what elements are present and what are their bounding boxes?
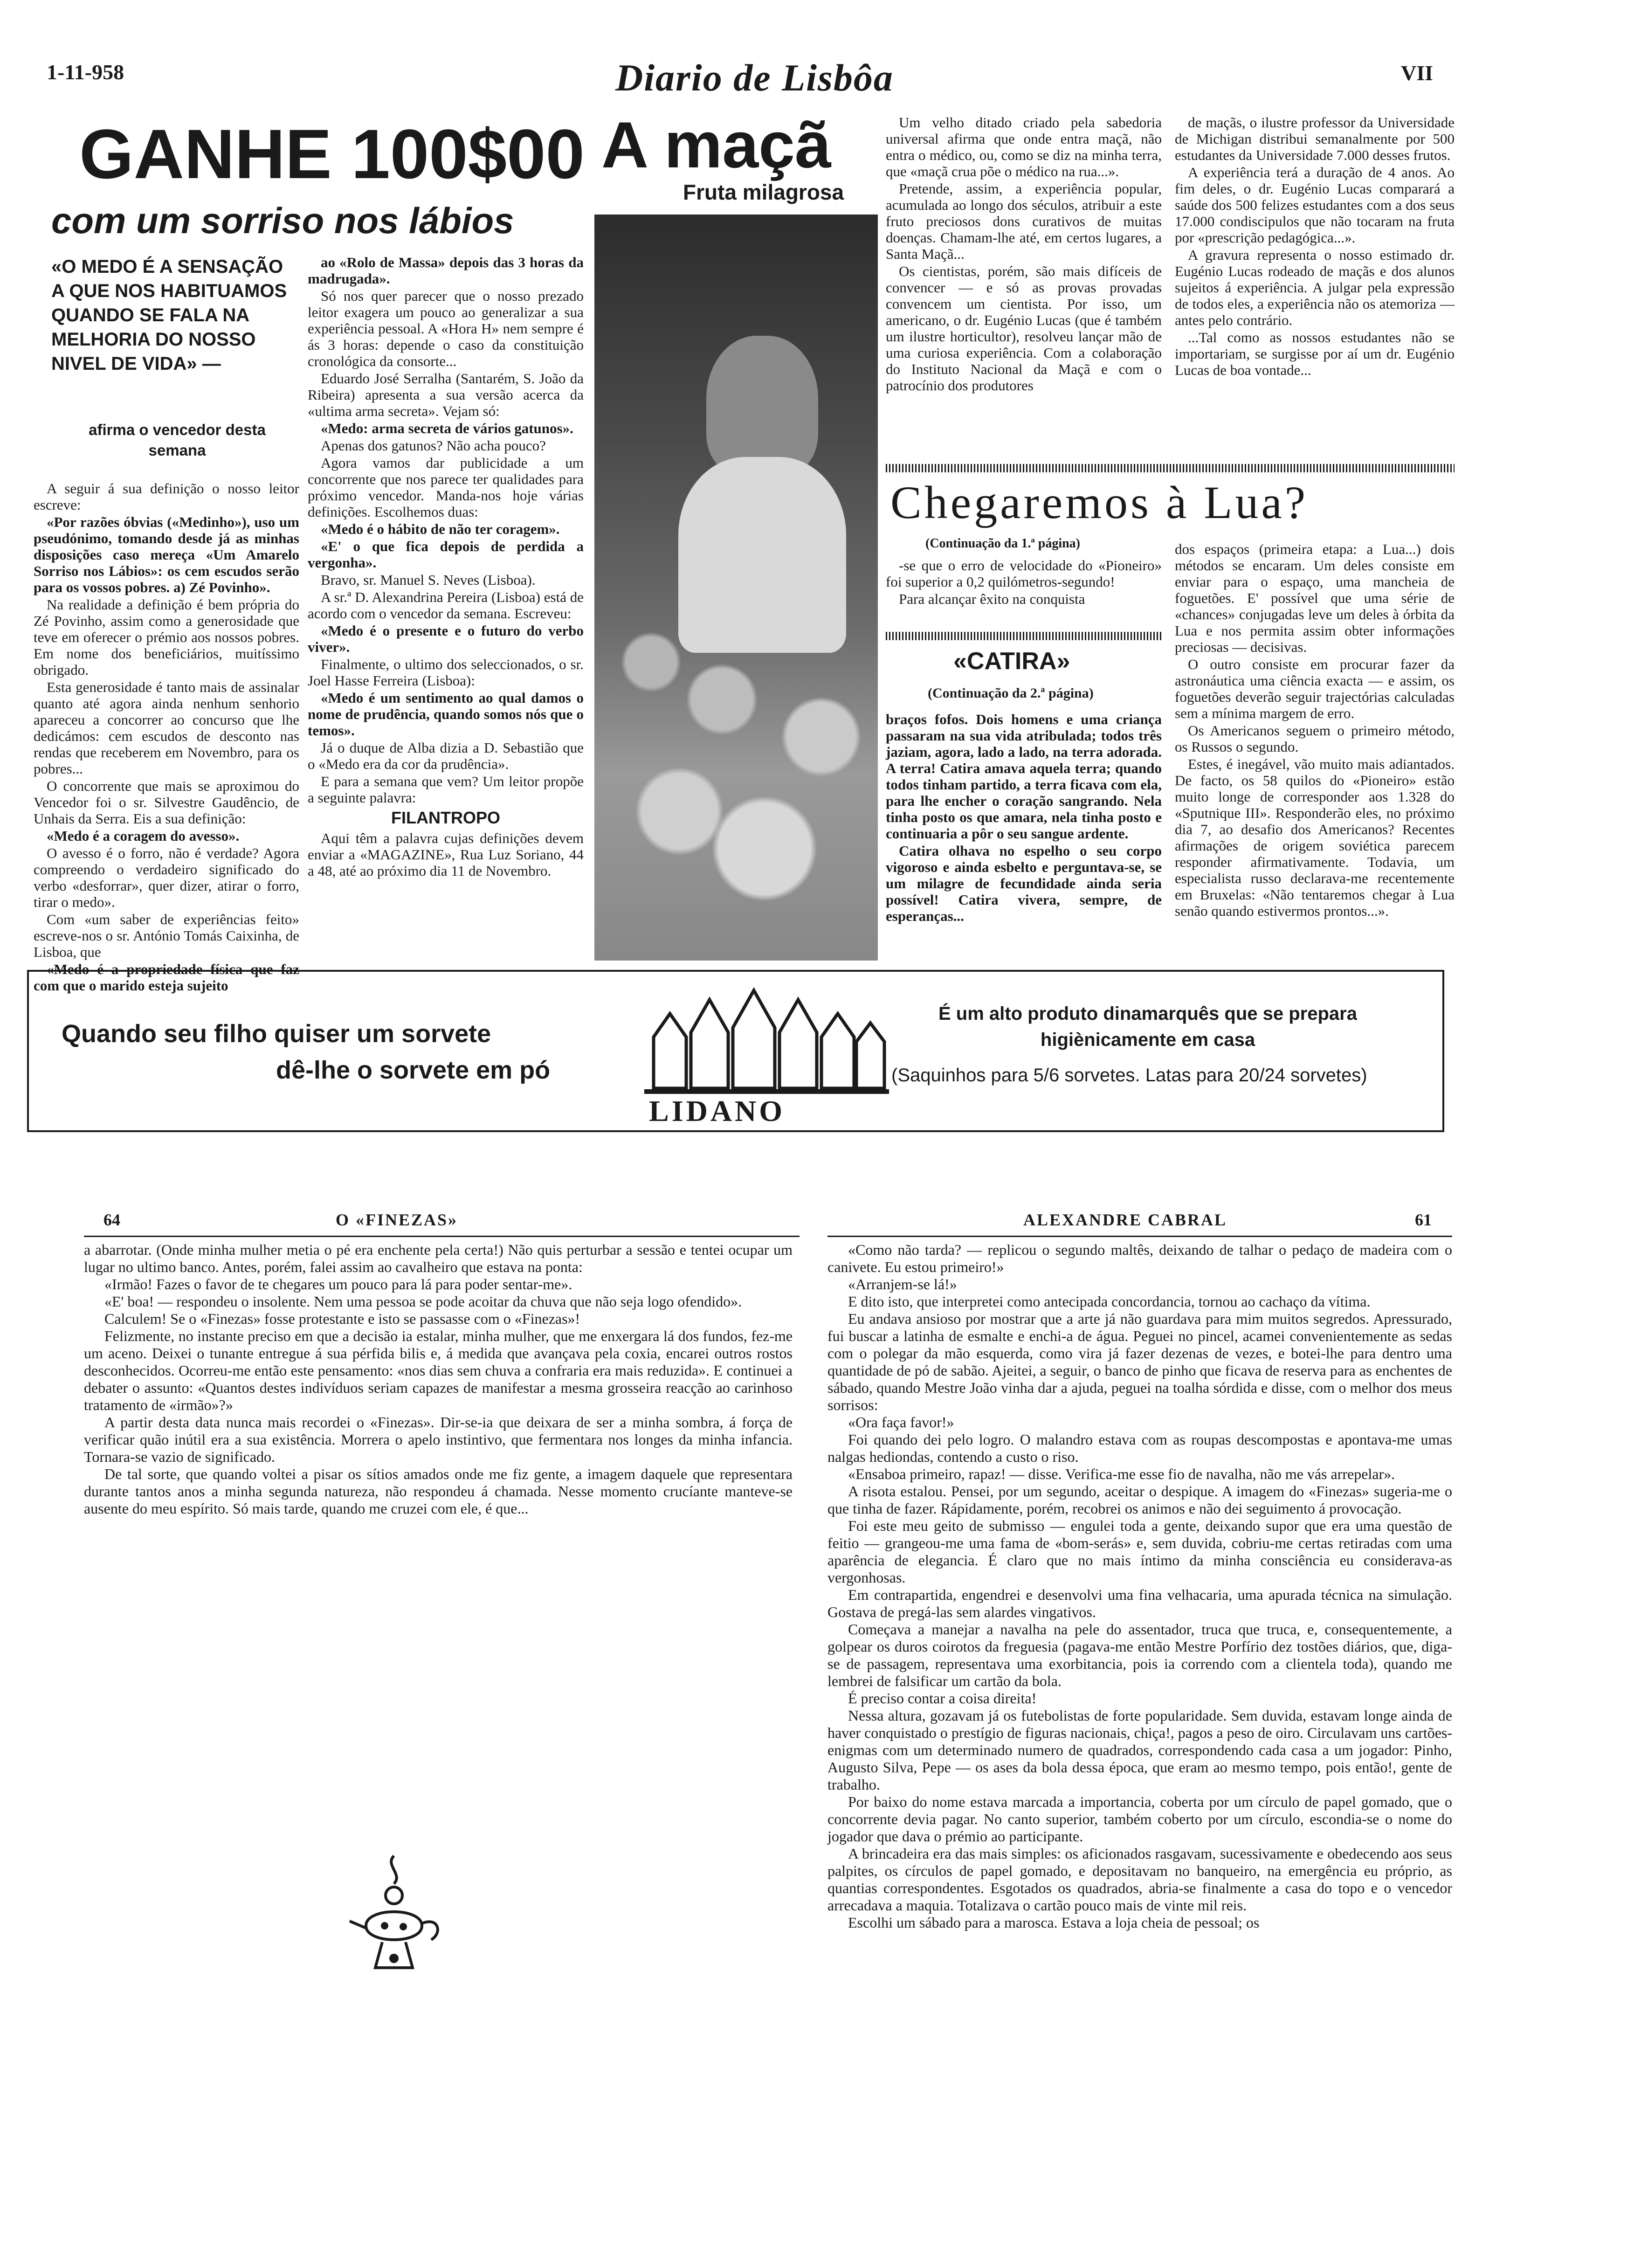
book-left-p5: Felizmente, no instante preciso em que a decisão ia estalar, minha mulher, que me enxergara lá dos fundos, fez-me um aceno. Deixei o tunante entregue á sua pérfida bilis e, á medida que avançava pela coxia, encarei outros rostos desconhecidos. Ocorreu-me então este pensamento: «nos dias sem chuva a confraria era mais reduzida». E continuei a debater o assunto: «Quantos destes indivíduos seriam capazes de manifestar a mesma grosseira reacção ao carinhoso tratamento de «irmão»?» (84, 1328, 793, 1413)
book-right-p13: Nessa altura, gozavam já os futebolistas de forte popularidade. Sem duvida, estavam longe ainda de haver conquistado o prestígio de figuras nacionais, chiça!, pagos a peso de oiro. Circulavam uns cartões-enigmas com um determinado numero de quadrados, correspondendo cada casa a um jogador: Pinho, Augusto Silva, Pepe — os ases da bola dessa época, que eram ao mesmo tempo, pois então!, gente de trabalho. (827, 1707, 1453, 1793)
ganhe-col2-p1: ao «Rolo de Massa» depois das 3 horas da madrugada». (308, 254, 584, 287)
lamp-ornament-icon (338, 1846, 450, 1982)
book-left-p1: a abarrotar. (Onde minha mulher metia o pé era enchente pela certa!) Não quis perturbar a sessão e tentei ocupar um lugar no ultimo banco. Antes, porém, falei assim ao cavalheiro que estava na ponta: (84, 1241, 793, 1275)
book-right-p16: Escolhi um sábado para a marosca. Estava a loja cheia de pessoal; os (848, 1914, 1260, 1931)
ganhe-col2-p13: «Medo é um sentimento ao qual damos o nome de prudência, quando somos nós que o temos». (308, 690, 584, 739)
ad-line-1: Quando seu filho quiser um sorvete (62, 1020, 491, 1048)
maca-subtitle: Fruta milagrosa (683, 180, 844, 204)
ganhe-title: GANHE 100$00 (79, 115, 585, 193)
lidano-ad (27, 970, 1444, 1132)
ganhe-col1-p9: «Medo é a propriedade física que faz com que o marido esteja sujeito (34, 961, 299, 994)
book-left-text (84, 1241, 793, 1675)
book-left-running-title: O «FINEZAS» (336, 1210, 458, 1229)
maca-col1-p1: Um velho ditado criado pela sabedoria universal afirma que onde entra maçã, não entra o médico, ou, como se diz na minha terra, que «maçã crua põe o médico na rua...». (886, 114, 1162, 180)
lua-col1-p2: Para alcançar êxito na conquista (899, 591, 1085, 607)
header-rule (84, 1236, 800, 1237)
maca-col2-p2: A experiência terá a duração de 4 anos. Ao fim deles, o dr. Eugénio Lucas comparará a saúde dos 500 felizes estudantes com a dos seus 17.000 condiscipulos que não tocaram na fruta por «prescrição pedagógica...». (1175, 164, 1455, 246)
masthead: Diario de Lisbôa (615, 56, 894, 99)
ganhe-col2-p11: «Medo é o presente e o futuro do verbo viver». (308, 622, 584, 655)
book-right-page-number: 61 (1415, 1210, 1432, 1229)
book-right-p6: Foi quando dei pelo logro. O malandro estava com as roupas descompostas e apontava-me umas nalgas hediondas, contendo a custo o riso. (827, 1431, 1452, 1465)
book-right-p3: E dito isto, que interpretei como antecipada concordancia, tornou ao cachaço da vítima. (848, 1293, 1371, 1310)
ganhe-col2-p3: Eduardo José Serralha (Santarém, S. João da Ribeira) apresenta a sua versão acerca da «ultima arma secreta». Vejam só: (308, 370, 584, 419)
maca-col2-p3: A gravura representa o nosso estimado dr. Eugénio Lucas rodeado de maçãs e dos alunos sujeitos á experiência. A julgar pela expressão de todos eles, a experiência não os atemoriza — antes pelo contrário. (1175, 247, 1455, 328)
lua-col2-p2: O outro consiste em procurar fazer da astronáutica uma ciência exacta — e assim, os foguetões deverão seguir trajectórias calculadas sem a mínima margem de erro. (1175, 656, 1455, 721)
ganhe-col2-p2: Só nos quer parecer que o nosso prezado leitor exagera um pouco ao generalizar a sua experiência pessoal. A «Hora H» nem sempre é ás 3 horas: depende o caso da constituição cronológica da consorte... (308, 288, 584, 369)
lua-col2-p4: Estes, é inegável, vão muito mais adiantados. De facto, os 58 quilos do «Pioneiro» estão muito longe de corresponder aos 1.328 do «Sputnique III». Responderão eles, no próximo dia 7, ao desafio dos Americanos? Recentes afirmações de origem soviética parecem responder afirmativamente. Todavia, um especialista russo declarava-me recentemente em Bruxelas: «Não tentaremos chegar à Lua senão quando estivermos prontos...». (1175, 756, 1455, 919)
catira-p1: braços fofos. Dois homens e uma criança passaram na sua vida atribulada; todos três jaziam, agora, lado a lado, na terra adorada. A terra! Catira amava aquela terra; quando todos tinham partido, a terra ficava com ela, para lhe encher o coração sangrando. Nela tinha posto os que amara, nela tinha posto e continuaria a pôr o seu sangue ardente. (886, 711, 1162, 842)
book-left-p7: De tal sorte, que quando voltei a pisar os sítios amados onde me fiz gente, a imagem daquele que representara durante tantos anos a minha segunda natureza, não respondeu á chamada. Nesse momento crucíante manteve-se ausente do meu espírito. Só mais tarde, quando me cruzei com ele, é que... (84, 1466, 793, 1517)
book-right-p14: Por baixo do nome estava marcada a importancia, coberta por um círculo de papel gomado, que o concorrente devia pagar. No canto superior, também coberto por um círculo, escondia-se o nome do jogador que dava o prémio ao participante. (827, 1793, 1452, 1845)
ganhe-col1-p6: «Medo é a coragem do avesso». (47, 828, 240, 844)
catira-p2: Catira olhava no espelho o seu corpo vigoroso e ainda esbelto e perguntava-se, se um milagre de fecundidade ainda seria possível! Catira vivera, sempre, de esperanças... (886, 843, 1162, 924)
ganhe-col2-p10: A sr.ª D. Alexandrina Pereira (Lisboa) está de acordo com o vencedor da semana. Escreveu: (308, 589, 584, 622)
book-left-page-number: 64 (103, 1210, 120, 1229)
ganhe-col2-p7: «Medo é o hábito de não ter coragem». (321, 521, 560, 537)
ganhe-col1-p3: Na realidade a definição é bem própria do Zé Povinho, assim como a generosidade que teve em oferecer o prémio aos nossos pobres. Em nome dos beneficiários, muitíssimo obrigado. (34, 596, 299, 678)
ganhe-quote: «O MEDO É A SENSAÇÃO A QUE NOS HABITUAMOS QUANDO SE FALA NA MELHORIA DO NOSSO NIVEL DE VIDA» — (51, 256, 287, 374)
maca-column-1 (886, 114, 1162, 459)
section-divider (886, 464, 1455, 472)
book-right-p2: «Arranjem-se lá!» (848, 1276, 957, 1293)
ad-line-2: dê-lhe o sorvete em pó (276, 1056, 551, 1084)
ganhe-col2-p4: «Medo: arma secreta de vários gatunos». (321, 420, 573, 436)
lidano-brand: LIDANO (649, 1094, 786, 1127)
maca-col2-p4: ...Tal como as nossos estudantes não se importariam, se surgisse por aí um dr. Eugénio Lucas de boa vontade... (1175, 329, 1455, 378)
ganhe-col1-p1: A seguir á sua definição o nosso leitor escreve: (34, 480, 299, 513)
book-left-p6: A partir desta data nunca mais recordei o «Finezas». Dir-se-ia que deixara de ser a minha sombra, á força de verificar quão inútil era a sua existência. Morrera o apelo instintivo, que fermentara nos longes da minha infancia. Tornara-se vazio de significado. (84, 1414, 793, 1465)
ganhe-attribution: afirma o vencedor desta semana (89, 421, 266, 459)
ad-right-line-1: É um alto produto dinamarquês que se prepara higiènicamente em casa (938, 1003, 1357, 1050)
book-right-p8: A risota estalou. Pensei, por um segundo, aceitar o despique. A imagem do «Finezas» sugeria-me o que tinha de fazer. Rápidamente, porém, recobrei os animos e não dei seguimento á provocação. (827, 1483, 1452, 1517)
book-left-p3: «E' boa! — respondeu o insolente. Nem uma pessoa se pode acoitar da chuva que não seja logo ofendido». (104, 1293, 742, 1310)
maca-col1-p2: Pretende, assim, a experiência popular, acumulada ao longo dos séculos, atribuir a este fruto preciosos dons curativos de muitas doenças. Chamam-lhe até, em certos lugares, a Santa Maçã... (886, 180, 1162, 262)
ganhe-col2-p14: Já o duque de Alba dizia a D. Sebastião que o «Medo era da cor da prudência». (308, 740, 584, 772)
ganhe-subtitle: com um sorriso nos lábios (51, 200, 514, 241)
ganhe-col2-p15: E para a semana que vem? Um leitor propõe a seguinte palavra: (308, 773, 584, 806)
ad-right-line-2: (Saquinhos para 5/6 sorvetes. Latas para 20/24 sorvetes) (891, 1065, 1367, 1086)
issue-date: 1-11-958 (47, 60, 124, 84)
ganhe-col1-p2: «Por razões óbvias («Medinho»), uso um pseudónimo, tomando desde já as minhas disposições caso mereça «Um Amarelo Sorriso nos Lábios»: os cem escudos serão para os vossos pobres. a) Zé Povinho». (34, 514, 299, 595)
maca-col2-p1: de maçãs, o ilustre professor da Universidade de Michigan distribui semanalmente por 500 estudantes da Universidade 7.000 desses frutos. (1175, 114, 1455, 163)
book-right-running-title: ALEXANDRE CABRAL (1023, 1210, 1227, 1229)
person-figure (706, 336, 818, 476)
ganhe-col2-p17: Aqui têm a palavra cujas definições devem enviar a «MAGAZINE», Rua Luz Soriano, 44 a 48, até ao próximo dia 11 de Novembro. (308, 830, 584, 879)
lua-col1-p1: -se que o erro de velocidade do «Pioneiro» foi superior a 0,2 quilómetros-segundo! (886, 557, 1162, 590)
ganhe-col2-p12: Finalmente, o ultimo dos seleccionados, o sr. Joel Hasse Ferreira (Lisboa): (308, 656, 584, 689)
lua-column-1 (886, 557, 1162, 627)
ganhe-col1-p5: O concorrente que mais se aproximou do Vencedor foi o sr. Silvestre Gaudêncio, de Unhais da Serra. Eis a sua definição: (34, 778, 299, 827)
ganhe-col2-p6: Agora vamos dar publicidade a um concorrente que nos parece ter qualidades para próximo vencedor. Manda-nos hoje várias definições. Escolhemos duas: (308, 455, 584, 520)
book-right-p7: «Ensaboa primeiro, rapaz! — disse. Verifica-me esse fio de navalha, não me vás arrepelar». (848, 1466, 1395, 1482)
lua-col2-p3: Os Americanos seguem o primeiro método, os Russos o segundo. (1175, 722, 1455, 755)
lua-col2-p1: dos espaços (primeira etapa: a Lua...) dois métodos se encaram. Um deles consiste em enviar para o espaço, uma mancheia de foguetões. E' possível que uma série de «chances» conjugadas leve um deles à órbita da Lua e nos permita assim obter informações preciosas — decisivas. (1175, 541, 1455, 655)
lua-continuation: (Continuação da 1.ª página) (925, 536, 1081, 551)
catira-title: «CATIRA» (953, 648, 1070, 675)
lua-column-2 (1175, 541, 1455, 961)
maca-col1-p3: Os cientistas, porém, são mais difíceis de convencer — e só as provas provadas convencem um cientista. Por isso, um americano, o dr. Eugénio Lucas (que é também um ilustre horticultor), resolveu lançar mão de uma curiosa experiência. Com a colaboração do Instituto Nacional da Maçã e com o patrocínio dos produtores (886, 263, 1162, 394)
ganhe-col1-p8: Com «um saber de experiências feito» escreve-nos o sr. António Tomás Caixinha, de Lisboa, que (34, 911, 299, 960)
maca-title: A maçã (601, 108, 831, 181)
ganhe-column-1 (34, 480, 299, 994)
catira-continuation: (Continuação da 2.ª página) (928, 685, 1094, 701)
section-divider (886, 632, 1162, 640)
book-left-p4: Calculem! Se o «Finezas» fosse protestante e isto se passasse com o «Finezas»! (104, 1310, 580, 1327)
book-right-p4: Eu andava ansioso por mostrar que a arte já não guardava para mim muitos segredos. Apressurado, fui buscar a latinha de esmalte e enchi-a de água. Peguei no pincel, acamei convenientemente as sedas com o polegar da mão esquerda, como vira já fazer dezenas de vezes, e botei-lhe para dentro uma quantidade de pó de sabão. Ajeitei, a seguir, o banco de pinho que ficava de reserva para as enchentes de sábado, quando Mestre João vinha dar a ajuda, peguei na toalha sórdida e disse, com o melhor dos meus sorrisos: (827, 1310, 1452, 1413)
ganhe-col1-p7: O avesso é o forro, não é verdade? Agora compreendo o verdadeiro significado do verbo «desforrar», quer dizer, atirar o forro, tirar o medo». (34, 845, 299, 910)
book-right-p1: «Como não tarda? — replicou o segundo maltês, deixando de talhar o pedaço de madeira com o canivete. Eu estou primeiro!» (827, 1241, 1452, 1275)
book-right-p9: Foi este meu geito de submisso — engulei toda a gente, deixando supor que era uma questão de feitio — grangeou-me uma fama de «bom-serás» e, sem duvida, cobriu-me certas retiradas com uma aparência de elegancia. É claro que no mais íntimo da minha consciência eu considerava-as vergonhosas. (827, 1517, 1452, 1586)
book-right-p12: É preciso contar a coisa direita! (848, 1690, 1037, 1707)
ganhe-col2-p5: Apenas dos gatunos? Não acha pouco? (321, 437, 546, 454)
catira-text (886, 711, 1162, 963)
ganhe-col2-p8: «E' o que fica depois de perdida a vergonha». (308, 538, 584, 571)
book-right-p15: A brincadeira era das mais simples: os aficionados rasgavam, sucessivamente e obedecendo aos seus palpites, os círculos de papel gomado, e depositavam no banqueiro, na emergência eu próprio, as quantias correspondentes. Esgotados os quadrados, abria-se finalmente a casa do topo e o vencedor arrecadava a maquia. Totalizava o cartão pouco mais de vinte mil reis. (827, 1845, 1452, 1914)
ganhe-col2-p9: Bravo, sr. Manuel S. Neves (Lisboa). (321, 572, 536, 588)
lua-title: Chegaremos à Lua? (890, 477, 1309, 528)
page-number: VII (1401, 61, 1434, 85)
book-left-p2: «Irmão! Fazes o favor de te chegares um pouco para lá para poder sentar-me». (104, 1276, 572, 1293)
book-right-p11: Começava a manejar a navalha na pele do assentador, truca que truca, e, consequentemente, a golpear os duros coirotos da freguesia (pagava-me então Mestre Porfírio dez tostões diários, que, diga-se de passagem, representava uma exorbitancia, pois ia correndo com a clientela toda), quando me lembrei de falsificar um cartão da bola. (827, 1621, 1452, 1689)
person-figure (678, 457, 846, 653)
book-right-p10: Em contrapartida, engendrei e desenvolvi uma fina velhacaria, uma apurada técnica na simulação. Gostava de pregá-las sem alardes vingativos. (827, 1586, 1452, 1620)
header-rule (827, 1236, 1452, 1237)
ganhe-next-word: FILANTROPO (391, 808, 500, 827)
apple-photo (594, 214, 878, 961)
book-right-text (827, 1241, 1452, 2202)
ganhe-column-2 (308, 254, 584, 961)
book-right-p5: «Ora faça favor!» (848, 1414, 954, 1431)
ganhe-col1-p4: Esta generosidade é tanto mais de assinalar quanto até agora ainda nenhum senhorio apareceu a concorrer ao concurso que lhe dedicámos: cem escudos de desconto nas rendas que receberem em Novembro, para os pobres... (34, 679, 299, 777)
maca-column-2 (1175, 114, 1455, 459)
